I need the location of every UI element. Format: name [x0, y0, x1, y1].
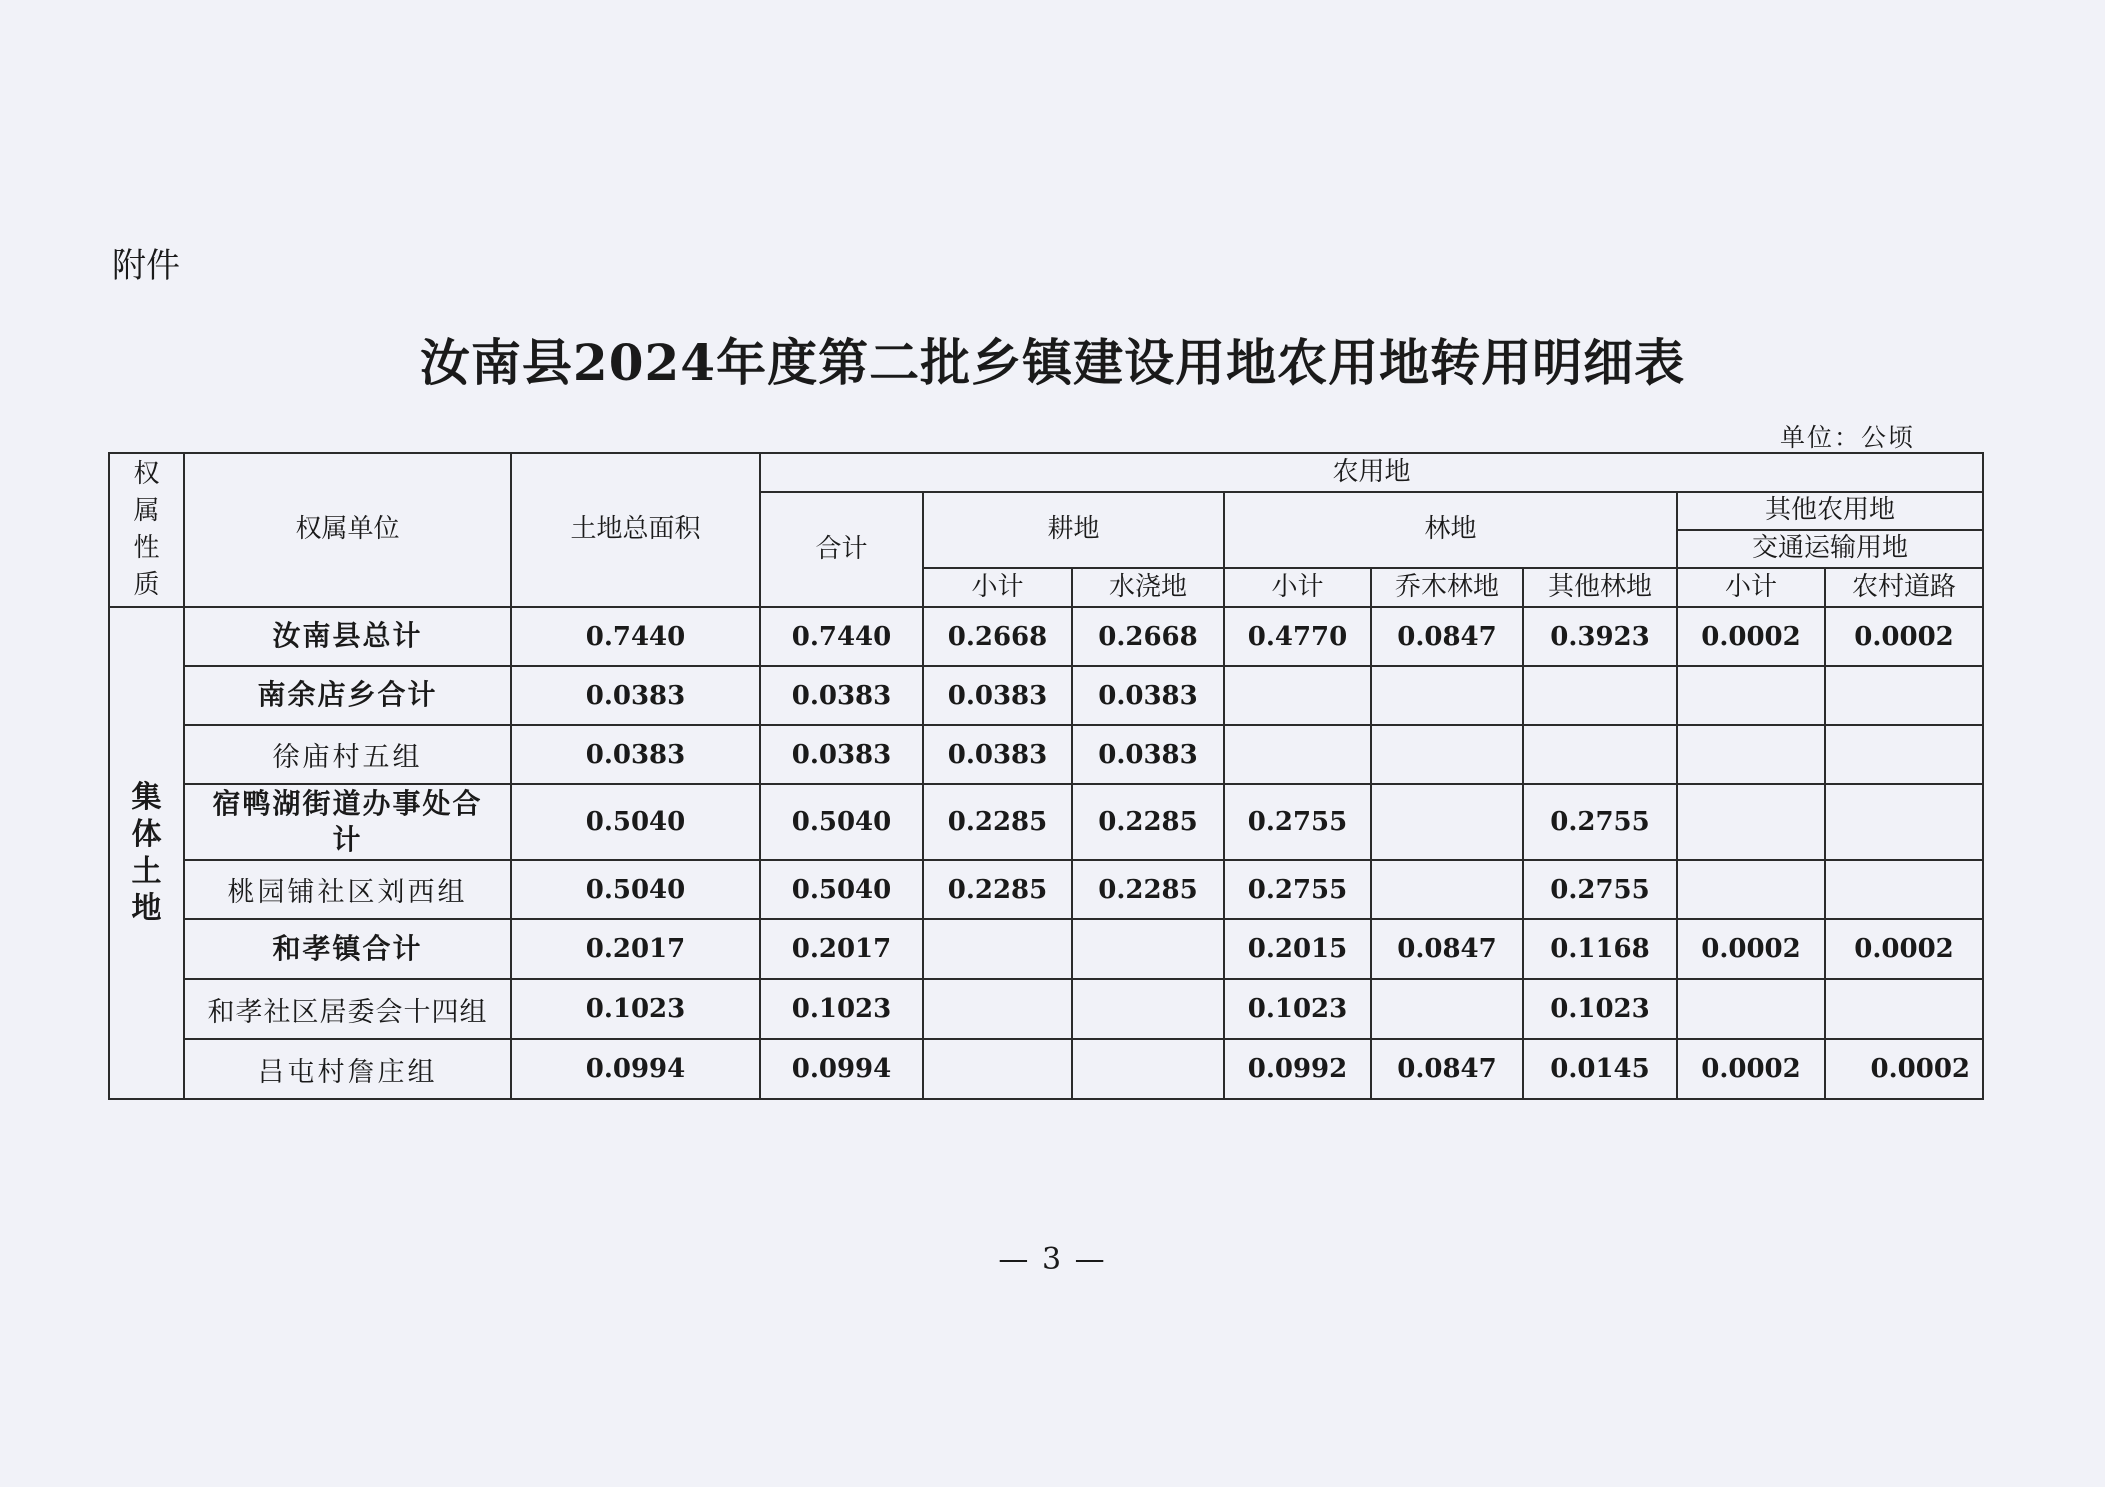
cell-forest-subtotal: [1224, 725, 1371, 784]
cell-other-forest: [1523, 725, 1677, 784]
cell-other-forest: 0.0145: [1523, 1039, 1677, 1099]
table-row: [109, 979, 1983, 1039]
cell-other-subtotal: 0.0002: [1677, 1039, 1825, 1099]
cell-rural-road: 0.0002: [1825, 1039, 1983, 1099]
header-forest-subtotal: 小计: [1224, 568, 1371, 607]
page-title: 汝南县2024年度第二批乡镇建设用地农用地转用明细表: [419, 333, 1686, 392]
cell-rural-road: 0.0002: [1825, 607, 1983, 666]
row-name: 桃园铺社区刘西组: [184, 860, 511, 919]
row-name: 南余店乡合计: [184, 666, 511, 725]
header-total-area: 土地总面积: [511, 453, 760, 607]
cell-rural-road: [1825, 725, 1983, 784]
cell-forest-subtotal: 0.0992: [1224, 1039, 1371, 1099]
cell-cult-subtotal: 0.0383: [923, 666, 1072, 725]
cell-cult-subtotal: 0.2668: [923, 607, 1072, 666]
cell-other-forest: 0.1023: [1523, 979, 1677, 1039]
header-nature: 权 属 性 质: [109, 453, 184, 607]
cell-other-forest: 0.3923: [1523, 607, 1677, 666]
cell-total: 0.5040: [760, 784, 923, 860]
cell-cult-subtotal: [923, 979, 1072, 1039]
table-row: [109, 919, 1983, 979]
header-unit-name: 权属单位: [184, 453, 511, 607]
cell-total-area: 0.1023: [511, 979, 760, 1039]
cell-total: 0.0994: [760, 1039, 923, 1099]
header-other-subtotal: 小计: [1677, 568, 1825, 607]
cell-total: 0.5040: [760, 860, 923, 919]
header-irrigated: 水浇地: [1072, 568, 1224, 607]
cell-other-forest: [1523, 666, 1677, 725]
cell-total: 0.0383: [760, 725, 923, 784]
header-other-forest: 其他林地: [1523, 568, 1677, 607]
unit-label: 单位：公顷: [1780, 423, 1916, 452]
cell-forest-subtotal: [1224, 666, 1371, 725]
table-row: [109, 725, 1983, 784]
cell-arbor: 0.0847: [1371, 1039, 1523, 1099]
cell-total-area: 0.5040: [511, 860, 760, 919]
nature-value: 集 体 土 地: [109, 607, 184, 1099]
header-cultivated: 耕地: [923, 492, 1224, 568]
cell-rural-road: [1825, 666, 1983, 725]
cell-other-forest: 0.2755: [1523, 860, 1677, 919]
cell-cult-subtotal: [923, 919, 1072, 979]
row-name: 宿鸭湖街道办事处合计: [184, 784, 511, 860]
cell-total-area: 0.5040: [511, 784, 760, 860]
header-agri: 农用地: [760, 453, 1983, 492]
row-name: 徐庙村五组: [184, 725, 511, 784]
cell-forest-subtotal: 0.2755: [1224, 784, 1371, 860]
header-arbor: 乔木林地: [1371, 568, 1523, 607]
cell-total: 0.7440: [760, 607, 923, 666]
table-row: [109, 784, 1983, 860]
cell-total-area: 0.0994: [511, 1039, 760, 1099]
cell-rural-road: 0.0002: [1825, 919, 1983, 979]
row-name: 和孝社区居委会十四组: [184, 979, 511, 1039]
cell-irrigated: [1072, 979, 1224, 1039]
header-rural-road: 农村道路: [1825, 568, 1983, 607]
table-row: [109, 1039, 1983, 1099]
cell-other-forest: 0.2755: [1523, 784, 1677, 860]
attachment-label: 附件: [112, 246, 180, 286]
cell-total-area: 0.0383: [511, 725, 760, 784]
cell-total-area: 0.2017: [511, 919, 760, 979]
cell-total-area: 0.7440: [511, 607, 760, 666]
cell-arbor: [1371, 784, 1523, 860]
cell-other-subtotal: 0.0002: [1677, 919, 1825, 979]
cell-arbor: 0.0847: [1371, 919, 1523, 979]
cell-forest-subtotal: 0.2015: [1224, 919, 1371, 979]
cell-arbor: [1371, 979, 1523, 1039]
header-total: 合计: [760, 492, 923, 607]
cell-total: 0.1023: [760, 979, 923, 1039]
cell-rural-road: [1825, 784, 1983, 860]
cell-irrigated: 0.2285: [1072, 784, 1224, 860]
cell-rural-road: [1825, 860, 1983, 919]
cell-cult-subtotal: 0.2285: [923, 784, 1072, 860]
cell-forest-subtotal: 0.2755: [1224, 860, 1371, 919]
row-name: 和孝镇合计: [184, 919, 511, 979]
cell-arbor: [1371, 725, 1523, 784]
cell-total-area: 0.0383: [511, 666, 760, 725]
table-row: [109, 666, 1983, 725]
table-row: [109, 607, 1983, 666]
header-forest: 林地: [1224, 492, 1677, 568]
cell-total: 0.2017: [760, 919, 923, 979]
cell-other-subtotal: 0.0002: [1677, 607, 1825, 666]
cell-irrigated: [1072, 1039, 1224, 1099]
cell-other-subtotal: [1677, 725, 1825, 784]
cell-irrigated: 0.0383: [1072, 666, 1224, 725]
cell-other-subtotal: [1677, 979, 1825, 1039]
cell-total: 0.0383: [760, 666, 923, 725]
cell-irrigated: 0.2668: [1072, 607, 1224, 666]
table-row: [109, 860, 1983, 919]
page-number: — 3 —: [998, 1242, 1107, 1277]
cell-other-forest: 0.1168: [1523, 919, 1677, 979]
cell-rural-road: [1825, 979, 1983, 1039]
cell-other-subtotal: [1677, 666, 1825, 725]
cell-irrigated: 0.0383: [1072, 725, 1224, 784]
cell-arbor: 0.0847: [1371, 607, 1523, 666]
cell-forest-subtotal: 0.4770: [1224, 607, 1371, 666]
cell-other-subtotal: [1677, 784, 1825, 860]
cell-cult-subtotal: [923, 1039, 1072, 1099]
row-name: 汝南县总计: [184, 607, 511, 666]
cell-arbor: [1371, 860, 1523, 919]
header-cult-subtotal: 小计: [923, 568, 1072, 607]
cell-cult-subtotal: 0.0383: [923, 725, 1072, 784]
row-name: 吕屯村詹庄组: [184, 1039, 511, 1099]
land-conversion-table: [108, 452, 1984, 1100]
cell-irrigated: 0.2285: [1072, 860, 1224, 919]
cell-other-subtotal: [1677, 860, 1825, 919]
header-other-agri: 其他农用地: [1677, 492, 1983, 530]
cell-cult-subtotal: 0.2285: [923, 860, 1072, 919]
cell-irrigated: [1072, 919, 1224, 979]
header-transport: 交通运输用地: [1677, 530, 1983, 568]
cell-forest-subtotal: 0.1023: [1224, 979, 1371, 1039]
cell-arbor: [1371, 666, 1523, 725]
